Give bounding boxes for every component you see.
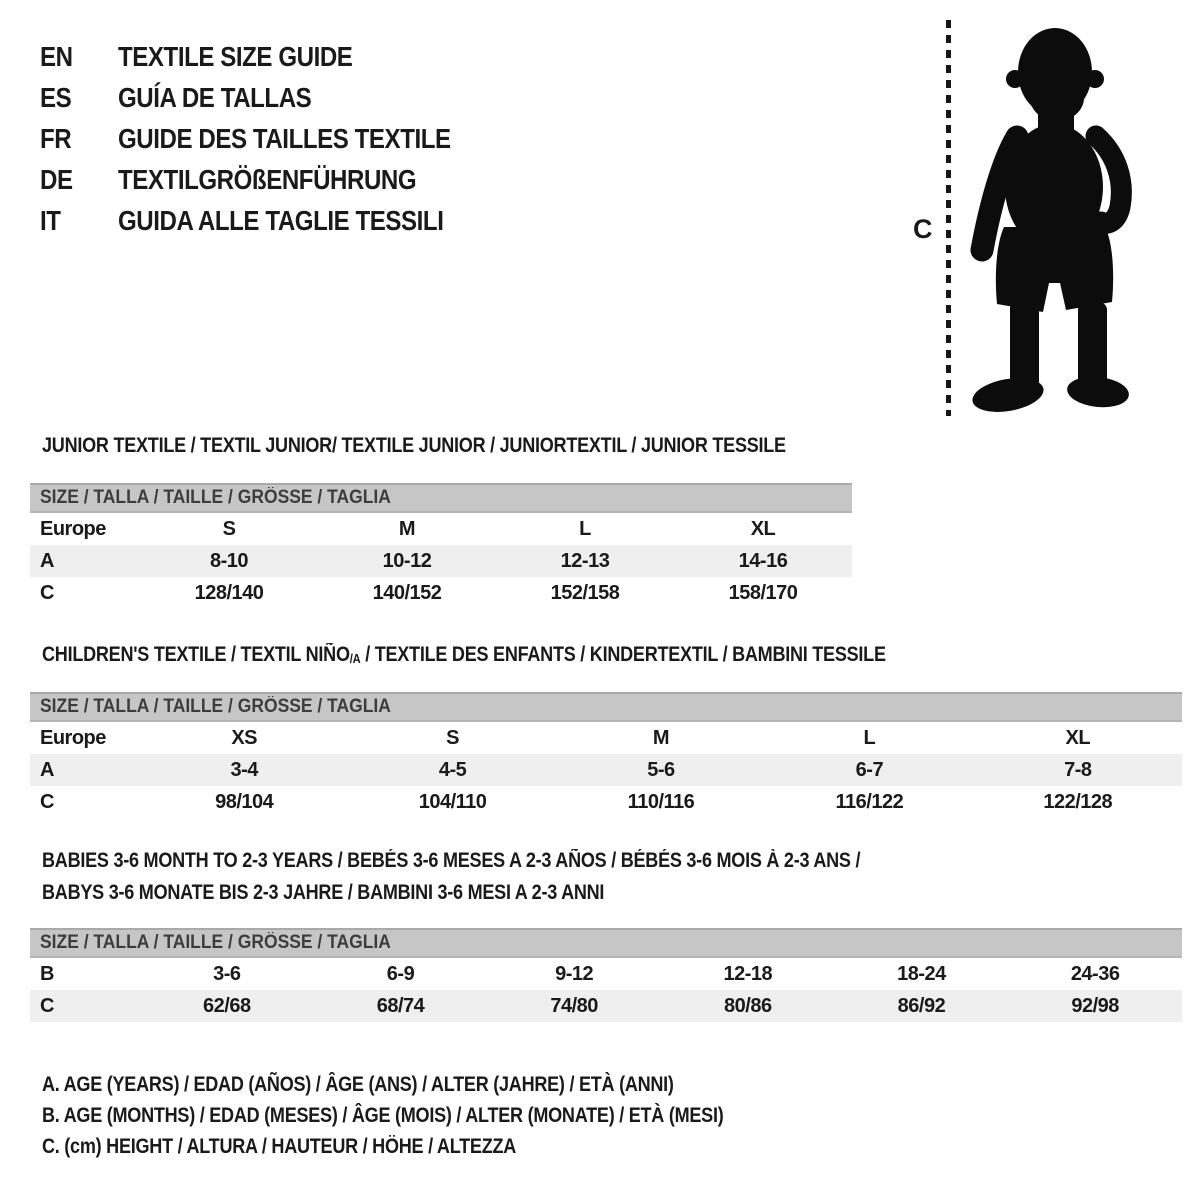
row-label: C <box>40 790 54 813</box>
page-title-it: GUIDA ALLE TAGLIE TESSILI <box>118 204 444 236</box>
size-header-label: SIZE / TALLA / TAILLE / GRÖSSE / TAGLIA <box>40 932 391 953</box>
children-title-part1: CHILDREN'S TEXTILE / TEXTIL NIÑO <box>42 643 350 666</box>
age-cell: 5-6 <box>647 758 675 781</box>
page-title-de: TEXTILGRÖßENFÜHRUNG <box>118 163 417 195</box>
age-cell: 10-12 <box>382 549 432 572</box>
children-size-header-bar <box>30 692 1182 722</box>
footnote-a <box>42 1073 834 1104</box>
row-label: Europe <box>40 517 106 540</box>
language-title-block <box>40 36 505 241</box>
row-label: C <box>40 994 54 1017</box>
months-cell: 6-9 <box>386 962 415 985</box>
children-title-part2: / TEXTILE DES ENFANTS / KINDERTEXTIL / BAMBINI TESSILE <box>360 643 886 666</box>
junior-europe-row <box>30 513 852 545</box>
babies-height-row <box>30 990 1182 1022</box>
height-cell: 140/152 <box>372 581 442 604</box>
lang-code-it: IT <box>40 204 61 236</box>
months-cell: 3-6 <box>213 962 241 985</box>
size-cell: M <box>652 726 670 749</box>
legend-footnotes <box>42 1073 834 1166</box>
children-title-sub: /A <box>349 651 361 666</box>
lang-row-en <box>40 36 505 77</box>
height-cell: 68/74 <box>376 994 425 1017</box>
lang-code-es: ES <box>40 81 72 113</box>
babies-title-line2: BABYS 3-6 MONATE BIS 2-3 JAHRE / BAMBINI 3-6 MESI A 2-3 ANNI <box>42 881 605 904</box>
size-cell: XL <box>750 517 776 540</box>
junior-section-title-text: JUNIOR TEXTILE / TEXTIL JUNIOR/ TEXTILE JUNIOR / JUNIORTEXTIL / JUNIOR TESSILE <box>42 434 786 457</box>
size-cell: S <box>446 726 459 749</box>
babies-size-table <box>30 928 1182 1022</box>
lang-code-en: EN <box>40 40 73 72</box>
lang-row-de <box>40 159 505 200</box>
row-label: A <box>40 549 54 572</box>
height-measure-dashed-line <box>946 20 951 416</box>
height-cell: 62/68 <box>203 994 251 1017</box>
height-cell: 86/92 <box>897 994 946 1017</box>
children-section-title <box>42 643 1023 667</box>
age-cell: 7-8 <box>1064 758 1092 781</box>
months-cell: 9-12 <box>555 962 594 985</box>
lang-row-it <box>40 200 505 241</box>
age-cell: 8-10 <box>209 549 249 572</box>
page-title-fr: GUIDE DES TAILLES TEXTILE <box>118 122 451 154</box>
babies-section-title <box>42 845 993 909</box>
height-cell: 158/170 <box>728 581 798 604</box>
footnote-c <box>42 1135 834 1166</box>
size-cell: L <box>863 726 876 749</box>
size-cell: S <box>222 517 236 540</box>
junior-size-table <box>30 483 852 609</box>
footnote-c-text: C. (cm) HEIGHT / ALTURA / HAUTEUR / HÖHE / ALTEZZA <box>42 1135 517 1158</box>
months-cell: 12-18 <box>723 962 773 985</box>
age-cell: 12-13 <box>560 549 610 572</box>
size-header-label: SIZE / TALLA / TAILLE / GRÖSSE / TAGLIA <box>40 696 391 717</box>
row-label: B <box>40 962 54 985</box>
months-cell: 18-24 <box>897 962 946 985</box>
age-cell: 4-5 <box>438 758 467 781</box>
children-age-row <box>30 754 1182 786</box>
months-cell: 24-36 <box>1070 962 1120 985</box>
babies-size-header-bar <box>30 928 1182 958</box>
junior-height-row <box>30 577 852 609</box>
footnote-a-text: A. AGE (YEARS) / EDAD (AÑOS) / ÂGE (ANS) / ALTER (JAHRE) / ETÀ (ANNI) <box>42 1073 674 1096</box>
size-cell: XL <box>1065 726 1091 749</box>
height-cell: 74/80 <box>550 994 598 1017</box>
height-cell: 104/110 <box>418 790 487 813</box>
size-cell: L <box>579 517 591 540</box>
footnote-b <box>42 1104 834 1135</box>
height-cell: 92/98 <box>1071 994 1119 1017</box>
age-cell: 3-4 <box>230 758 258 781</box>
lang-code-fr: FR <box>40 122 72 154</box>
children-height-row <box>30 786 1182 818</box>
children-europe-row <box>30 722 1182 754</box>
babies-months-row <box>30 958 1182 990</box>
row-label: Europe <box>40 726 106 749</box>
babies-title-line1: BABIES 3-6 MONTH TO 2-3 YEARS / BEBÉS 3-6 MESES A 2-3 AÑOS / BÉBÉS 3-6 MOIS À 2-3 ANS / <box>42 849 861 872</box>
age-cell: 6-7 <box>855 758 884 781</box>
junior-size-header-bar <box>30 483 852 513</box>
height-measure-label: C <box>913 214 933 244</box>
row-label: A <box>40 758 54 781</box>
age-cell: 14-16 <box>738 549 788 572</box>
page-title-en: TEXTILE SIZE GUIDE <box>118 40 353 72</box>
size-header-label: SIZE / TALLA / TAILLE / GRÖSSE / TAGLIA <box>40 487 391 508</box>
lang-code-de: DE <box>40 163 73 195</box>
height-cell: 98/104 <box>215 790 274 813</box>
row-label: C <box>40 581 54 604</box>
height-cell: 80/86 <box>724 994 772 1017</box>
toddler-silhouette-image <box>962 22 1144 414</box>
page-title-es: GUÍA DE TALLAS <box>118 81 312 113</box>
height-cell: 116/122 <box>835 790 904 813</box>
lang-row-fr <box>40 118 505 159</box>
children-size-table <box>30 692 1182 818</box>
footnote-b-text: B. AGE (MONTHS) / EDAD (MESES) / ÂGE (MOIS) / ALTER (MONATE) / ETÀ (MESI) <box>42 1104 724 1127</box>
height-cell: 122/128 <box>1043 790 1113 813</box>
junior-section-title <box>42 434 907 458</box>
height-cell: 152/158 <box>550 581 620 604</box>
lang-row-es <box>40 77 505 118</box>
size-cell: M <box>398 517 416 540</box>
junior-age-row <box>30 545 852 577</box>
size-cell: XS <box>231 726 258 749</box>
height-cell: 128/140 <box>194 581 264 604</box>
height-cell: 110/116 <box>627 790 695 813</box>
